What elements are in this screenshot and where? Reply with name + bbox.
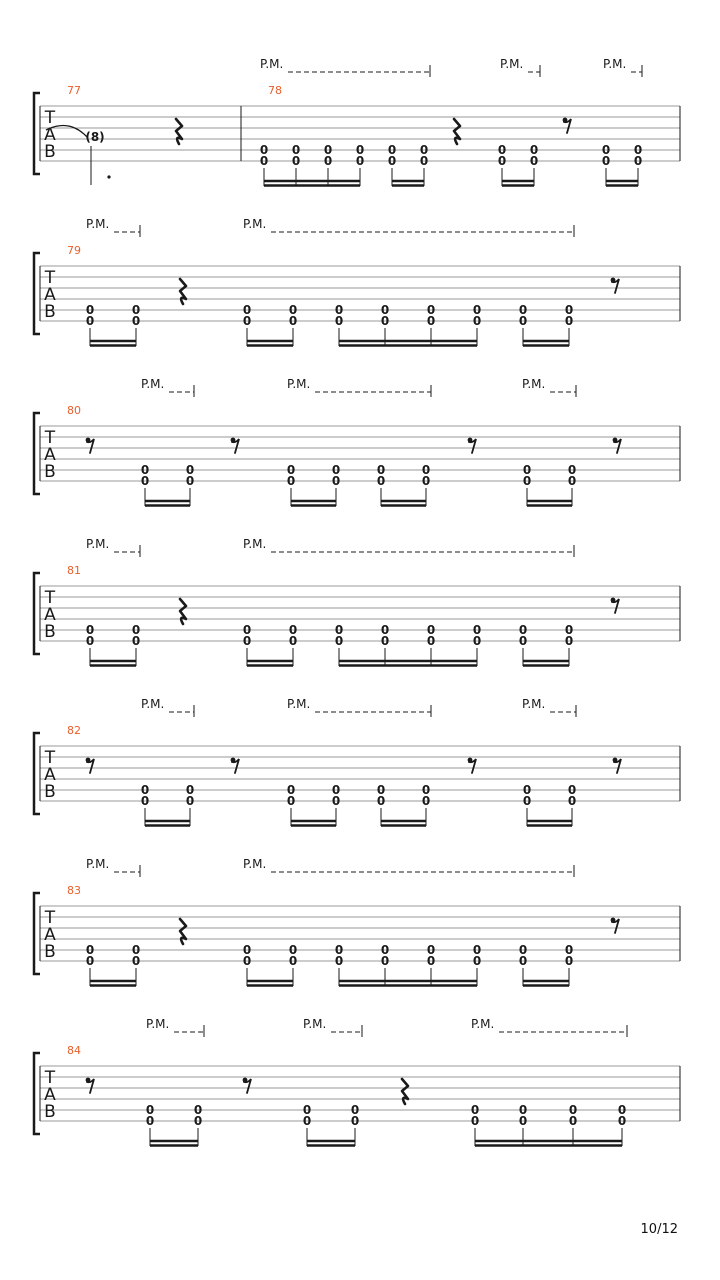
fret-number: 0 — [518, 943, 528, 957]
tab-system — [34, 697, 680, 814]
tab-clef-letter-a: A — [44, 445, 56, 465]
system-bracket — [34, 93, 40, 174]
fret-number: 0 — [472, 314, 482, 328]
eighth-rest — [86, 438, 94, 453]
palm-mute-label: P.M. — [287, 697, 311, 711]
fret-number: 0 — [518, 1103, 528, 1117]
note-group — [86, 303, 140, 346]
note-group — [519, 303, 573, 346]
tab-clef-letter-b: B — [44, 1102, 56, 1122]
note-group — [523, 463, 576, 506]
fret-number: 0 — [355, 143, 365, 157]
fret-number: 0 — [564, 943, 574, 957]
fret-number: 0 — [131, 623, 141, 637]
fret-number: 0 — [288, 634, 298, 648]
fret-number: 0 — [633, 143, 643, 157]
tab-clef-letter-t: T — [44, 428, 56, 448]
palm-mute-label: P.M. — [603, 57, 627, 71]
palm-mute-label: P.M. — [86, 217, 110, 231]
system-bracket — [34, 893, 40, 974]
fret-number: 0 — [380, 303, 390, 317]
fret-number: 0 — [140, 783, 150, 797]
fret-number: 0 — [564, 314, 574, 328]
fret-number: 0 — [288, 623, 298, 637]
fret-number: 0 — [331, 794, 341, 808]
measure-number: 83 — [67, 884, 81, 897]
eighth-rest — [611, 918, 619, 933]
fret-number: 0 — [497, 154, 507, 168]
palm-mute-label: P.M. — [471, 1017, 495, 1031]
note-group — [519, 943, 573, 986]
tab-clef-letter-b: B — [44, 462, 56, 482]
fret-number: 0 — [242, 314, 252, 328]
fret-number: 0 — [331, 463, 341, 477]
fret-number: 0 — [472, 634, 482, 648]
quarter-rest-stroke — [402, 1079, 408, 1104]
fret-number: 0 — [380, 943, 390, 957]
fret-number: 0 — [185, 783, 195, 797]
fret-number: 0 — [193, 1103, 203, 1117]
quarter-rest-stroke — [180, 919, 186, 944]
fret-number: 0 — [140, 463, 150, 477]
fret-number: 0 — [288, 303, 298, 317]
quarter-rest — [454, 119, 460, 144]
eighth-rest — [563, 118, 571, 133]
fret-number: 0 — [426, 314, 436, 328]
tab-clef-letter-a: A — [44, 125, 56, 145]
quarter-rest-stroke — [180, 279, 186, 304]
tab-clef-letter-a: A — [44, 285, 56, 305]
palm-mute-label: P.M. — [287, 377, 311, 391]
eighth-rest — [468, 758, 476, 773]
fret-number: 0 — [334, 954, 344, 968]
fret-number: 0 — [518, 634, 528, 648]
fret-number: 0 — [387, 143, 397, 157]
fret-number: 0 — [350, 1103, 360, 1117]
dot — [107, 175, 110, 178]
note-group — [335, 943, 481, 986]
fret-number: 0 — [529, 154, 539, 168]
palm-mute-label: P.M. — [243, 537, 267, 551]
fret-number: 0 — [518, 303, 528, 317]
tab-clef-letter-b: B — [44, 302, 56, 322]
palm-mute-label: P.M. — [243, 217, 267, 231]
tab-system — [34, 377, 680, 494]
fret-number: 0 — [242, 943, 252, 957]
tab-clef-letter-t: T — [44, 108, 56, 128]
fret-number: 0 — [601, 143, 611, 157]
fret-number: 0 — [470, 1103, 480, 1117]
fret-number: 0 — [376, 463, 386, 477]
note-group — [86, 943, 140, 986]
note-group — [377, 463, 430, 506]
fret-number: 0 — [140, 794, 150, 808]
fret-number: 0 — [472, 303, 482, 317]
palm-mute-label: P.M. — [522, 377, 546, 391]
fret-number: 0 — [376, 783, 386, 797]
tab-clef-letter-t: T — [44, 748, 56, 768]
fret-number: 0 — [334, 634, 344, 648]
note-group — [377, 783, 430, 826]
note-group — [519, 623, 573, 666]
fret-number: 0 — [131, 303, 141, 317]
quarter-rest-stroke — [176, 119, 182, 144]
fret-number: 0 — [242, 954, 252, 968]
fret-number: 0 — [421, 474, 431, 488]
fret-number: 0 — [564, 954, 574, 968]
note-group — [602, 143, 642, 186]
fret-number: 0 — [288, 954, 298, 968]
tab-clef-letter-a: A — [44, 605, 56, 625]
quarter-rest-stroke — [180, 599, 186, 624]
tab-clef-letter-b: B — [44, 142, 56, 162]
quarter-rest — [180, 919, 186, 944]
fret-number: 0 — [185, 794, 195, 808]
fret-number: 0 — [242, 634, 252, 648]
eighth-rest — [468, 438, 476, 453]
note-group — [303, 1103, 359, 1146]
system-bracket — [34, 573, 40, 654]
fret-number: 0 — [131, 634, 141, 648]
measure-number: 78 — [268, 84, 282, 97]
fret-number: 0 — [472, 623, 482, 637]
fret-number: 0 — [518, 954, 528, 968]
system-bracket — [34, 413, 40, 494]
fret-number: 0 — [426, 954, 436, 968]
eighth-rest — [231, 758, 239, 773]
fret-number: 0 — [472, 954, 482, 968]
fret-number: 0 — [568, 1114, 578, 1128]
fret-number: 0 — [145, 1103, 155, 1117]
fret-number: 0 — [291, 154, 301, 168]
quarter-rest-stroke — [454, 119, 460, 144]
quarter-rest — [402, 1079, 408, 1104]
note-group — [243, 303, 297, 346]
fret-number: 0 — [421, 794, 431, 808]
fret-number: 0 — [518, 314, 528, 328]
tab-clef-letter-t: T — [44, 268, 56, 288]
palm-mute-label: P.M. — [146, 1017, 170, 1031]
note-group — [335, 303, 481, 346]
fret-number: 0 — [331, 783, 341, 797]
fret-number: 0 — [522, 794, 532, 808]
fret-number: 0 — [259, 154, 269, 168]
fret-number: 0 — [334, 623, 344, 637]
tied-fret-number: (8) — [85, 130, 105, 144]
quarter-rest — [176, 119, 182, 144]
fret-number: 0 — [497, 143, 507, 157]
fret-number: 0 — [567, 794, 577, 808]
fret-number: 0 — [350, 1114, 360, 1128]
fret-number: 0 — [259, 143, 269, 157]
palm-mute-label: P.M. — [303, 1017, 327, 1031]
palm-mute-label: P.M. — [500, 57, 524, 71]
fret-number: 0 — [355, 154, 365, 168]
fret-number: 0 — [331, 474, 341, 488]
fret-number: 0 — [529, 143, 539, 157]
fret-number: 0 — [302, 1114, 312, 1128]
system-bracket — [34, 253, 40, 334]
fret-number: 0 — [288, 943, 298, 957]
fret-number: 0 — [426, 943, 436, 957]
fret-number: 0 — [601, 154, 611, 168]
fret-number: 0 — [617, 1114, 627, 1128]
eighth-rest — [243, 1078, 251, 1093]
fret-number: 0 — [131, 954, 141, 968]
fret-number: 0 — [426, 623, 436, 637]
fret-number: 0 — [85, 954, 95, 968]
palm-mute-label: P.M. — [86, 537, 110, 551]
measure-number: 82 — [67, 724, 81, 737]
measure-number: 79 — [67, 244, 81, 257]
note-group — [498, 143, 538, 186]
fret-number: 0 — [518, 1114, 528, 1128]
fret-number: 0 — [242, 623, 252, 637]
note-group — [287, 463, 340, 506]
fret-number: 0 — [522, 783, 532, 797]
tab-clef-letter-a: A — [44, 925, 56, 945]
fret-number: 0 — [286, 794, 296, 808]
fret-number: 0 — [85, 303, 95, 317]
eighth-rest — [231, 438, 239, 453]
fret-number: 0 — [380, 954, 390, 968]
tab-clef-letter-t: T — [44, 908, 56, 928]
fret-number: 0 — [334, 943, 344, 957]
fret-number: 0 — [85, 314, 95, 328]
fret-number: 0 — [185, 474, 195, 488]
system-bracket — [34, 733, 40, 814]
fret-number: 0 — [85, 623, 95, 637]
fret-number: 0 — [421, 783, 431, 797]
fret-number: 0 — [376, 794, 386, 808]
fret-number: 0 — [564, 303, 574, 317]
fret-number: 0 — [633, 154, 643, 168]
fret-number: 0 — [421, 463, 431, 477]
tab-clef-letter-a: A — [44, 1085, 56, 1105]
palm-mute-label: P.M. — [141, 697, 165, 711]
fret-number: 0 — [131, 943, 141, 957]
palm-mute-label: P.M. — [522, 697, 546, 711]
fret-number: 0 — [140, 474, 150, 488]
fret-number: 0 — [185, 463, 195, 477]
fret-number: 0 — [286, 783, 296, 797]
eighth-rest — [611, 598, 619, 613]
palm-mute-label: P.M. — [243, 857, 267, 871]
fret-number: 0 — [288, 314, 298, 328]
measure-number: 84 — [67, 1044, 81, 1057]
note-group — [388, 143, 428, 186]
palm-mute-label: P.M. — [260, 57, 284, 71]
palm-mute-label: P.M. — [86, 857, 110, 871]
fret-number: 0 — [85, 943, 95, 957]
note-group — [471, 1103, 626, 1146]
measure-number: 81 — [67, 564, 81, 577]
note-group — [86, 623, 140, 666]
note-group — [243, 943, 297, 986]
fret-number: 0 — [193, 1114, 203, 1128]
tab-clef-letter-b: B — [44, 622, 56, 642]
fret-number: 0 — [568, 1103, 578, 1117]
fret-number: 0 — [522, 474, 532, 488]
fret-number: 0 — [291, 143, 301, 157]
fret-number: 0 — [380, 623, 390, 637]
measure-number: 80 — [67, 404, 81, 417]
fret-number: 0 — [522, 463, 532, 477]
note-group — [523, 783, 576, 826]
fret-number: 0 — [387, 154, 397, 168]
note-group — [141, 463, 194, 506]
fret-number: 0 — [334, 303, 344, 317]
system-bracket — [34, 1053, 40, 1134]
fret-number: 0 — [567, 474, 577, 488]
fret-number: 0 — [419, 154, 429, 168]
note-group — [335, 623, 481, 666]
note-group — [287, 783, 340, 826]
fret-number: 0 — [380, 314, 390, 328]
eighth-rest — [613, 758, 621, 773]
fret-number: 0 — [470, 1114, 480, 1128]
measure-number: 77 — [67, 84, 81, 97]
fret-number: 0 — [419, 143, 429, 157]
fret-number: 0 — [426, 303, 436, 317]
fret-number: 0 — [380, 634, 390, 648]
fret-number: 0 — [323, 143, 333, 157]
fret-number: 0 — [376, 474, 386, 488]
note-group — [260, 143, 364, 186]
eighth-rest — [611, 278, 619, 293]
fret-number: 0 — [286, 474, 296, 488]
fret-number: 0 — [85, 634, 95, 648]
fret-number: 0 — [145, 1114, 155, 1128]
fret-number: 0 — [518, 623, 528, 637]
tab-clef-letter-a: A — [44, 765, 56, 785]
eighth-rest — [86, 758, 94, 773]
tab-clef-letter-t: T — [44, 1068, 56, 1088]
note-group — [141, 783, 194, 826]
fret-number: 0 — [302, 1103, 312, 1117]
quarter-rest — [180, 279, 186, 304]
quarter-rest — [180, 599, 186, 624]
note-group — [243, 623, 297, 666]
fret-number: 0 — [564, 623, 574, 637]
fret-number: 0 — [567, 783, 577, 797]
eighth-rest — [613, 438, 621, 453]
fret-number: 0 — [334, 314, 344, 328]
tab-clef-letter-t: T — [44, 588, 56, 608]
fret-number: 0 — [131, 314, 141, 328]
tab-clef-letter-b: B — [44, 942, 56, 962]
palm-mute-label: P.M. — [141, 377, 165, 391]
fret-number: 0 — [286, 463, 296, 477]
page-number: 10/12 — [640, 1222, 678, 1237]
fret-number: 0 — [567, 463, 577, 477]
fret-number: 0 — [617, 1103, 627, 1117]
note-group — [146, 1103, 202, 1146]
fret-number: 0 — [426, 634, 436, 648]
eighth-rest — [86, 1078, 94, 1093]
tab-clef-letter-b: B — [44, 782, 56, 802]
fret-number: 0 — [472, 943, 482, 957]
fret-number: 0 — [242, 303, 252, 317]
fret-number: 0 — [564, 634, 574, 648]
fret-number: 0 — [323, 154, 333, 168]
